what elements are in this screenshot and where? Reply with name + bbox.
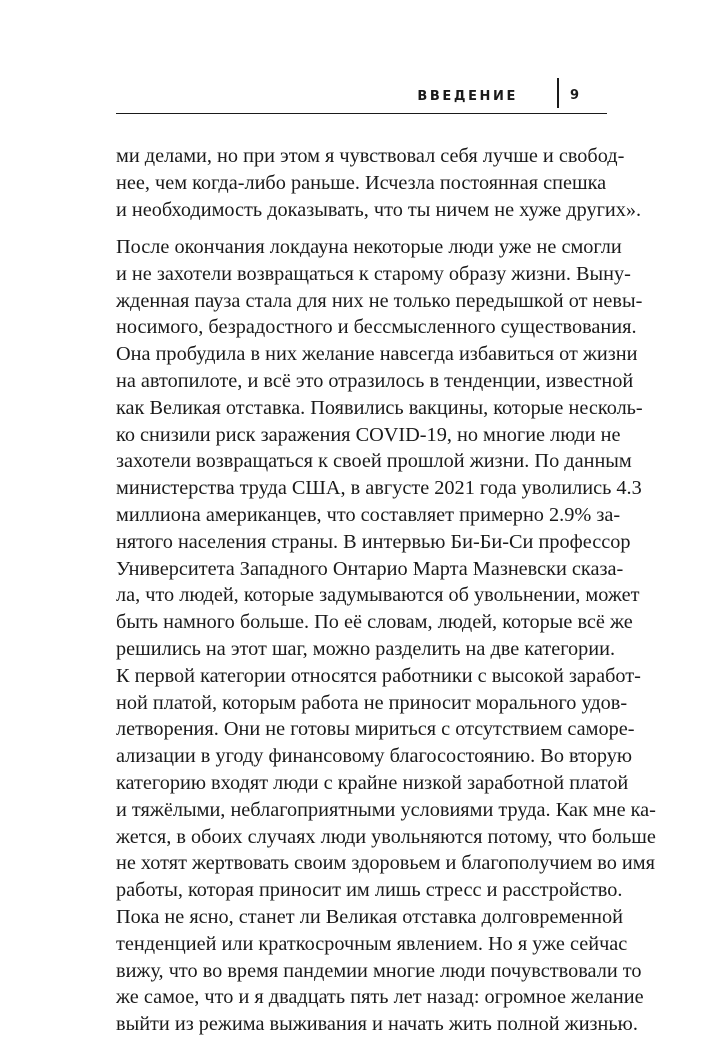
text-line: и тяжёлыми, неблагоприятными условиями труда. Как мне ка- <box>116 798 656 821</box>
paragraph-great-resignation <box>116 234 656 1038</box>
text-line: министерства труда США, в августе 2021 года уволились 4.3 <box>116 477 642 500</box>
text-line: жется, в обоих случаях люди увольняются потому, что больше <box>116 825 656 848</box>
page-number: 9 <box>569 88 579 103</box>
text-line: вижу, что во время пандемии многие люди почувствовали то <box>116 959 642 982</box>
text-line: тенденцией или краткосрочным явлением. Но я уже сейчас <box>116 932 628 955</box>
text-line: решились на этот шаг, можно разделить на две категории. <box>116 637 616 660</box>
text-line: После окончания локдауна некоторые люди уже не смогли <box>116 236 622 258</box>
text-line: Университета Западного Онтарио Марта Мазневски сказа- <box>116 557 624 580</box>
text-line: ализации в угоду финансовому благосостоянию. Во вторую <box>116 745 633 768</box>
text-line: жденная пауза стала для них не только передышкой от невы- <box>116 289 643 312</box>
text-line: и необходимость доказывать, что ты ничем не хуже других». <box>116 198 642 221</box>
running-header <box>116 88 607 114</box>
text-line: ла, что людей, которые задумываются об увольнении, может <box>116 584 640 607</box>
text-line: Пока не ясно, станет ли Великая отставка долговременной <box>116 905 624 928</box>
text-line: нее, чем когда-либо раньше. Исчезла постоянная спешка <box>116 171 607 194</box>
text-line: носимого, безрадостного и бессмысленного существования. <box>116 316 637 339</box>
header-rule <box>116 113 607 114</box>
text-line: нятого населения страны. В интервью Би-Би-Си профессор <box>116 530 631 553</box>
text-line: выйти из режима выживания и начать жить полной жизнью. <box>116 1013 638 1036</box>
text-line: категорию входят люди с крайне низкой заработной платой <box>116 771 629 794</box>
text-line: же самое, что и я двадцать пять лет назад: огромное желание <box>116 986 644 1009</box>
section-title: ВВЕДЕНИЕ <box>417 89 518 104</box>
text-line: захотели возвращаться к своей прошлой жизни. По данным <box>116 450 632 473</box>
text-line: Она пробудила в них желание навсегда избавиться от жизни <box>116 343 638 366</box>
paragraph-continued <box>116 143 642 223</box>
header-divider <box>557 78 559 108</box>
text-line: ной платой, которым работа не приносит морального удов- <box>116 691 628 714</box>
text-line: и не захотели возвращаться к старому образу жизни. Выну- <box>116 262 631 285</box>
text-line: ми делами, но при этом я чувствовал себя лучше и свобод- <box>116 145 625 167</box>
text-line: ко снизили риск заражения COVID-19, но многие люди не <box>116 423 621 446</box>
text-line: не хотят жертвовать своим здоровьем и благополучием во имя <box>116 852 655 875</box>
text-line: летворения. Они не готовы мириться с отсутствием саморе- <box>116 718 635 741</box>
text-line: на автопилоте, и всё это отразилось в тенденции, известной <box>116 369 634 392</box>
text-line: как Великая отставка. Появились вакцины, которые несколь- <box>116 396 643 419</box>
text-line: работы, которая приносит им лишь стресс и расстройство. <box>116 879 623 902</box>
text-line: быть намного больше. По её словам, людей, которые всё же <box>116 611 633 634</box>
text-line: К первой категории относятся работники с высокой заработ- <box>116 664 641 687</box>
text-line: миллиона американцев, что составляет примерно 2.9% за- <box>116 503 621 526</box>
